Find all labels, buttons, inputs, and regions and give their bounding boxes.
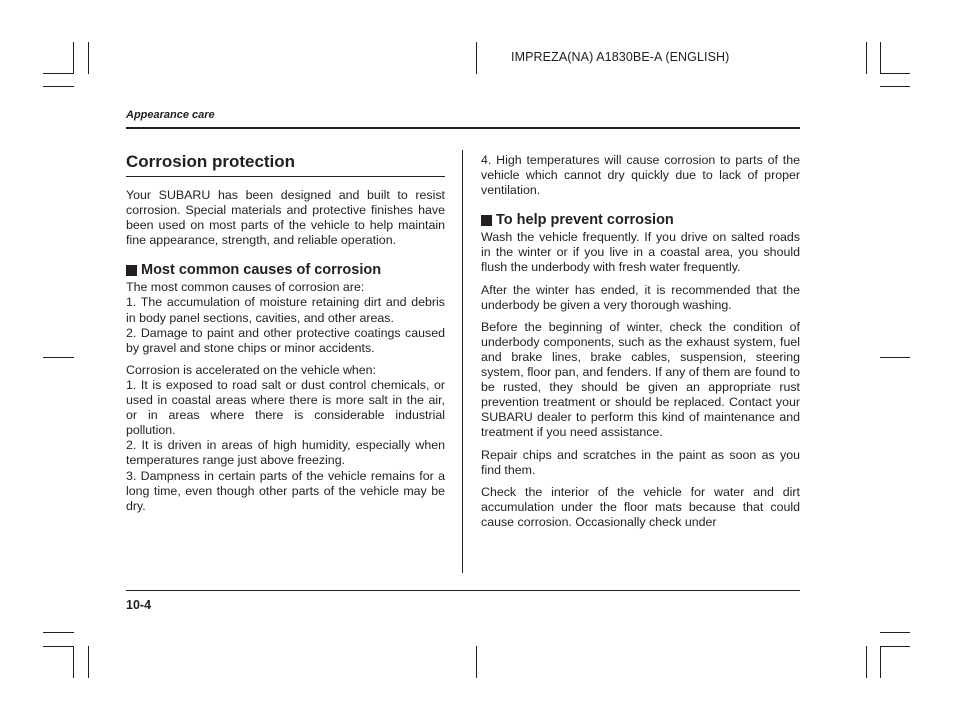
crop-mark: [880, 646, 910, 647]
crop-mark: [880, 86, 910, 87]
crop-mark: [476, 42, 477, 74]
list-item: 2. Damage to paint and other protective coatings caused by gravel and stone chips or minor accidents.: [126, 325, 445, 355]
crop-mark: [880, 73, 910, 74]
document-code: IMPREZA(NA) A1830BE-A (ENGLISH): [511, 50, 730, 64]
causes-lead: The most common causes of corrosion are:: [126, 280, 365, 295]
crop-mark: [73, 646, 74, 678]
prevent-heading-text: To help prevent corrosion: [496, 212, 674, 229]
page-title: Corrosion protection: [126, 152, 445, 177]
footer-rule: [126, 590, 800, 591]
crop-mark: [43, 73, 74, 74]
crop-mark: [866, 42, 867, 74]
crop-mark: [866, 646, 867, 678]
causes-heading-text: Most common causes of corrosion: [141, 262, 382, 279]
crop-mark: [880, 632, 910, 633]
page-number: 10-4: [126, 598, 152, 612]
left-column: [126, 152, 445, 514]
paragraph: Check the interior of the vehicle for water and dirt accumulation under the floor mats because that could cause corrosion. Occasionally check under: [481, 484, 800, 529]
square-bullet-icon: [126, 265, 137, 276]
column-divider: [462, 150, 463, 573]
crop-mark: [43, 632, 74, 633]
crop-mark: [476, 646, 477, 678]
crop-mark: [88, 646, 89, 678]
crop-mark: [43, 357, 74, 358]
list-item: 2. It is driven in areas of high humidity, especially when temperatures range just above freezing.: [126, 438, 445, 468]
crop-mark: [43, 86, 74, 87]
crop-mark: [880, 357, 910, 358]
right-column: [481, 153, 800, 530]
paragraph: Repair chips and scratches in the paint as soon as you find them.: [481, 447, 800, 477]
crop-mark: [88, 42, 89, 74]
accel-lead: Corrosion is accelerated on the vehicle when:: [126, 362, 377, 377]
header-rule: [126, 127, 800, 129]
crop-mark: [880, 646, 881, 678]
list-item: 1. The accumulation of moisture retaining dirt and debris in body panel sections, cavities, and other areas.: [126, 295, 445, 325]
list-item: 1. It is exposed to road salt or dust control chemicals, or used in coastal areas where there is more salt in the air, or in areas where there is considerable industrial pollution.: [126, 377, 445, 438]
intro-paragraph: Your SUBARU has been designed and built to resist corrosion. Special materials and protective finishes have been used on most parts of the vehicle to help maintain fine appearance, strength, and reliable operation.: [126, 188, 445, 248]
list-item: 4. High temperatures will cause corrosion to parts of the vehicle which cannot dry quickly due to lack of proper ventilation.: [481, 153, 800, 198]
crop-mark: [73, 42, 74, 74]
causes-heading: [126, 261, 445, 279]
section-label: Appearance care: [126, 109, 215, 121]
crop-mark: [880, 42, 881, 74]
crop-mark: [43, 646, 74, 647]
prevent-heading: [481, 211, 800, 229]
square-bullet-icon: [481, 215, 492, 226]
paragraph: After the winter has ended, it is recommended that the underbody be given a very thorough washing.: [481, 282, 800, 312]
paragraph: Before the beginning of winter, check the condition of underbody components, such as the exhaust system, fuel and brake lines, brake cables, suspension, steering system, floor pan, and fenders. If any of them are found to be rusted, they should be given an appropriate rust prevention treatment or should be replaced. Contact your SUBARU dealer to perform this kind of maintenance and treatment if you need assistance.: [481, 319, 800, 440]
list-item: 3. Dampness in certain parts of the vehicle remains for a long time, even though other parts of the vehicle may be dry.: [126, 468, 445, 513]
paragraph: Wash the vehicle frequently. If you drive on salted roads in the winter or if you live in a coastal area, you should flush the underbody with fresh water frequently.: [481, 230, 800, 275]
